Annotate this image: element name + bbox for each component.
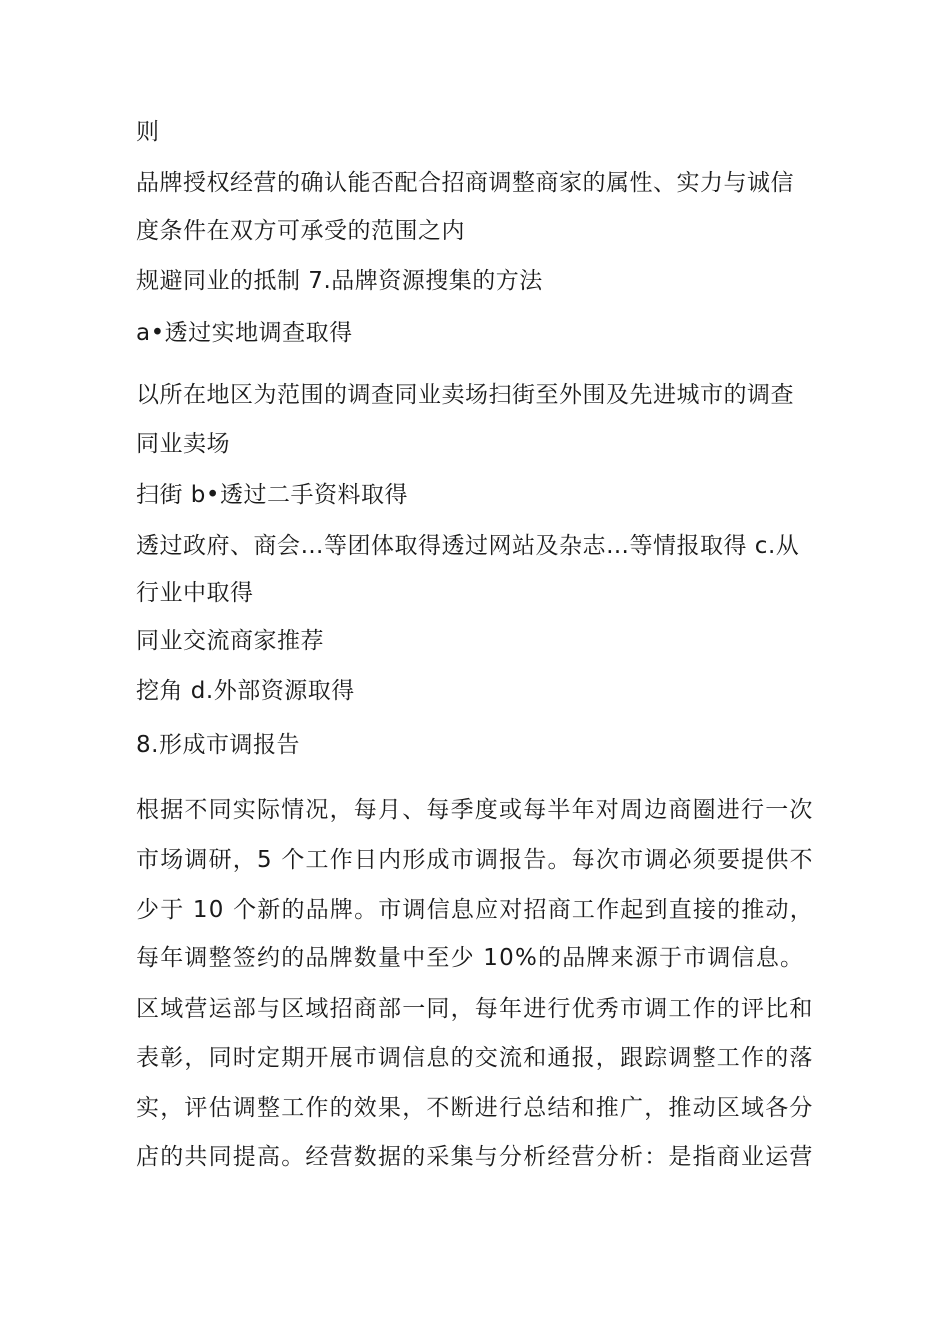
text-line-5: a•透过实地调查取得 <box>136 320 353 346</box>
text-line-7: 同业卖场 <box>136 431 230 457</box>
text-line-9: 透过政府、商会…等团体取得透过网站及杂志…等情报取得 c.从 <box>136 533 800 559</box>
text-line-3: 度条件在双方可承受的范围之内 <box>136 218 465 244</box>
text-line-12: 挖角 d.外部资源取得 <box>136 678 355 704</box>
text-line-20: 实，评估调整工作的效果，不断进行总结和推广，推动区域各分 <box>136 1095 814 1121</box>
text-line-8: 扫街 b•透过二手资料取得 <box>136 482 408 508</box>
text-line-6: 以所在地区为范围的调查同业卖场扫街至外围及先进城市的调查 <box>136 382 794 408</box>
text-line-18: 区域营运部与区域招商部一同，每年进行优秀市调工作的评比和 <box>136 996 814 1022</box>
text-line-13: 8.形成市调报告 <box>136 732 300 758</box>
text-line-17: 每年调整签约的品牌数量中至少 10%的品牌来源于市调信息。 <box>136 945 805 971</box>
text-line-11: 同业交流商家推荐 <box>136 628 324 654</box>
text-line-15: 市场调研，5 个工作日内形成市调报告。每次市调必须要提供不 <box>136 847 814 873</box>
text-line-21: 店的共同提高。经营数据的采集与分析经营分析：是指商业运营 <box>136 1144 814 1170</box>
text-line-2: 品牌授权经营的确认能否配合招商调整商家的属性、实力与诚信 <box>136 170 794 196</box>
text-line-19: 表彰，同时定期开展市调信息的交流和通报，跟踪调整工作的落 <box>136 1045 814 1071</box>
text-line-1: 则 <box>136 119 160 145</box>
text-line-4: 规避同业的抵制 7.品牌资源搜集的方法 <box>136 268 543 294</box>
text-line-10: 行业中取得 <box>136 580 254 606</box>
text-line-16: 少于 10 个新的品牌。市调信息应对招商工作起到直接的推动， <box>136 897 814 923</box>
text-line-14: 根据不同实际情况，每月、每季度或每半年对周边商圈进行一次 <box>136 797 814 823</box>
